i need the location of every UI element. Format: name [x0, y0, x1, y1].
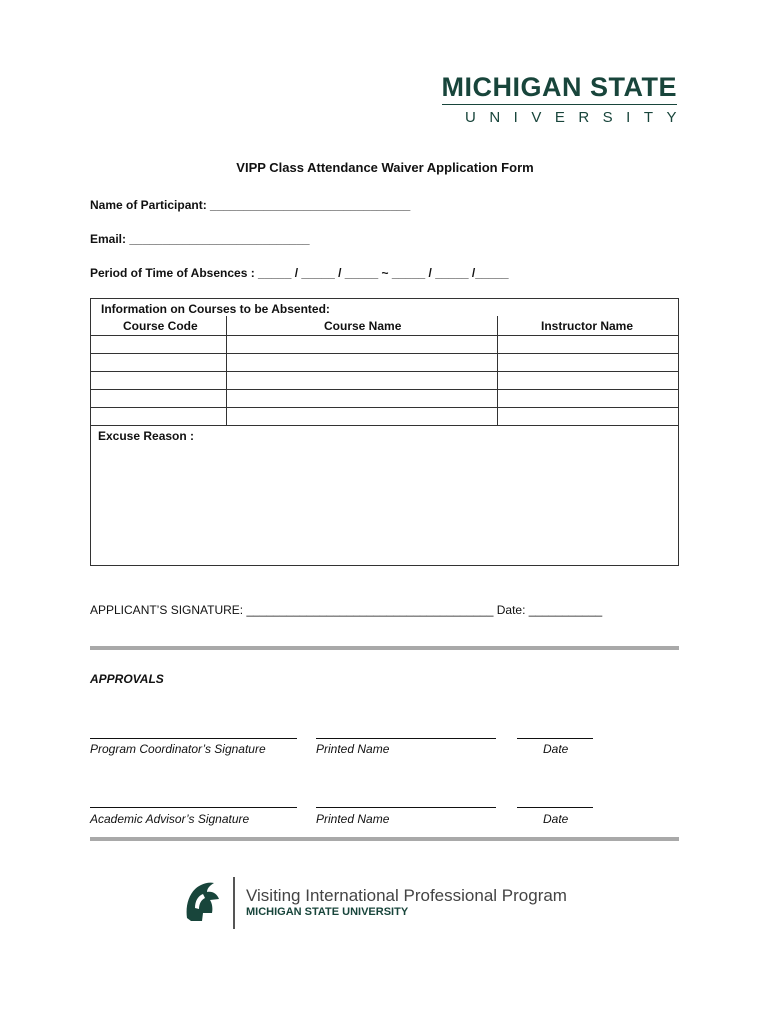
instructor-cell-5[interactable]	[499, 409, 677, 423]
advisor-printed-name-caption: Printed Name	[316, 812, 390, 826]
col-header-course-code: Course Code	[123, 319, 198, 333]
coordinator-signature-caption: Program Coordinator’s Signature	[90, 742, 266, 756]
advisor-date-blank[interactable]	[517, 807, 593, 808]
col-header-course-name: Course Name	[324, 319, 402, 333]
logo-line-2: UNIVERSITY	[464, 109, 690, 126]
column-divider	[497, 316, 498, 425]
instructor-cell-4[interactable]	[499, 391, 677, 405]
footer-university-name: MICHIGAN STATE UNIVERSITY	[246, 906, 409, 918]
applicant-signature-line[interactable]: APPLICANT’S SIGNATURE: _____________________________________ Date: ___________	[90, 603, 603, 617]
table-divider	[91, 371, 678, 372]
table-divider	[91, 335, 678, 336]
spartan-helmet-icon	[183, 878, 223, 931]
coordinator-printed-name-blank[interactable]	[316, 738, 496, 739]
table-divider	[91, 425, 678, 426]
excuse-reason-area[interactable]	[93, 447, 676, 563]
course-name-cell-5[interactable]	[228, 409, 495, 423]
table-divider	[91, 389, 678, 390]
footer-divider	[233, 877, 235, 929]
course-code-cell-3[interactable]	[93, 373, 224, 387]
advisor-date-caption: Date	[543, 812, 569, 826]
course-name-cell-2[interactable]	[228, 355, 495, 369]
section-rule	[90, 646, 679, 650]
coordinator-date-blank[interactable]	[517, 738, 593, 739]
section-rule	[90, 837, 679, 841]
instructor-cell-3[interactable]	[499, 373, 677, 387]
column-divider	[226, 316, 227, 425]
absence-period-field[interactable]: Period of Time of Absences : _____ / _____ / _____ ~ _____ / _____ /_____	[90, 266, 509, 280]
table-title: Information on Courses to be Absented:	[101, 302, 330, 316]
course-code-cell-5[interactable]	[93, 409, 224, 423]
course-code-cell-4[interactable]	[93, 391, 224, 405]
participant-name-field[interactable]: Name of Participant: ______________________________	[90, 198, 411, 212]
coordinator-signature-blank[interactable]	[90, 738, 297, 739]
advisor-signature-blank[interactable]	[90, 807, 297, 808]
form-title: VIPP Class Attendance Waiver Application Form	[236, 160, 534, 175]
coordinator-printed-name-caption: Printed Name	[316, 742, 390, 756]
course-name-cell-1[interactable]	[228, 337, 495, 351]
course-name-cell-4[interactable]	[228, 391, 495, 405]
instructor-cell-1[interactable]	[499, 337, 677, 351]
advisor-printed-name-blank[interactable]	[316, 807, 496, 808]
coordinator-date-caption: Date	[543, 742, 569, 756]
msu-logo	[441, 72, 690, 126]
col-header-instructor-name: Instructor Name	[541, 319, 634, 333]
advisor-signature-caption: Academic Advisor’s Signature	[90, 812, 250, 826]
program-name: Visiting International Professional Program	[246, 886, 567, 905]
logo-line-1: MICHIGAN STATE	[442, 72, 678, 105]
email-field[interactable]: Email: ___________________________	[90, 232, 310, 246]
course-name-cell-3[interactable]	[228, 373, 495, 387]
table-divider	[91, 353, 678, 354]
excuse-reason-label: Excuse Reason :	[98, 429, 195, 443]
courses-table	[90, 298, 679, 566]
course-code-cell-1[interactable]	[93, 337, 224, 351]
table-divider	[91, 407, 678, 408]
course-code-cell-2[interactable]	[93, 355, 224, 369]
instructor-cell-2[interactable]	[499, 355, 677, 369]
approvals-heading: APPROVALS	[90, 672, 164, 686]
